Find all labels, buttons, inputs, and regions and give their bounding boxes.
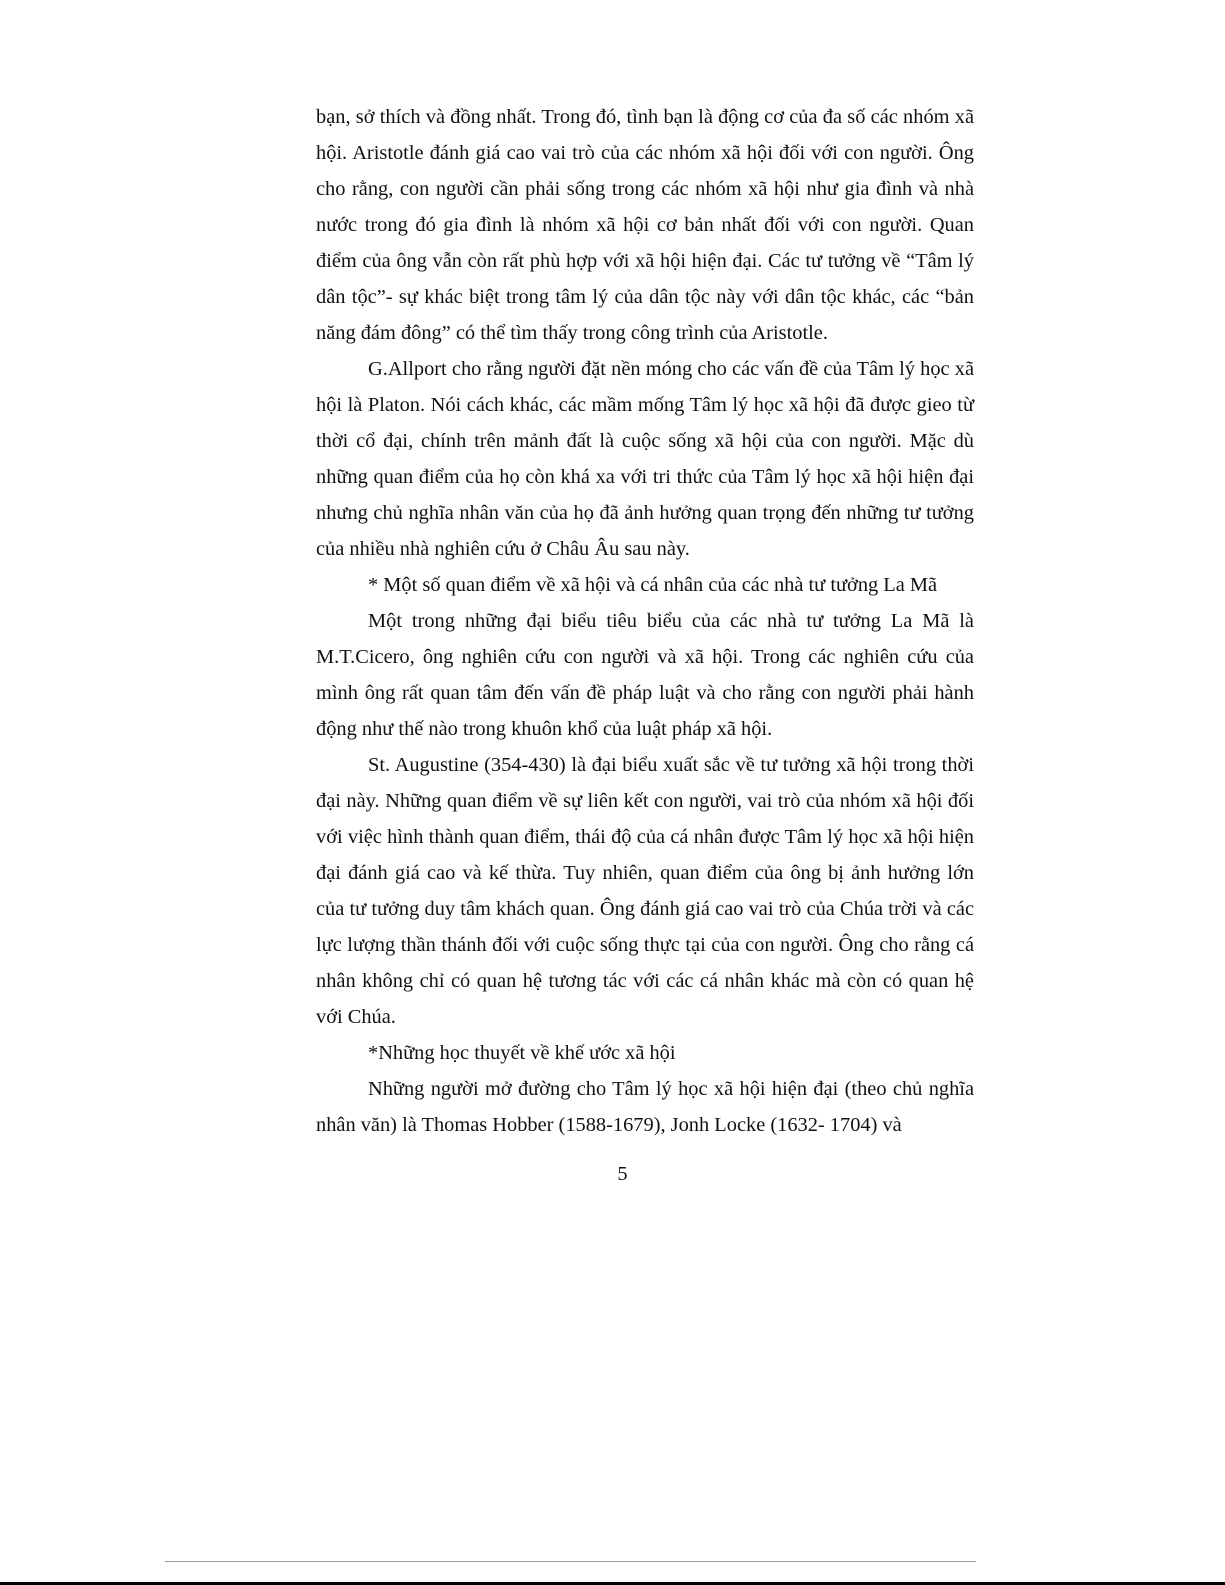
paragraph-cicero: Một trong những đại biểu tiêu biểu của các nhà tư tưởng La Mã là M.T.Cicero, ông nghiên cứu con người và xã hội. Trong các nghiên cứu của mình ông rất quan tâm đến vấn đề pháp luật và cho rằng con người phải hành động như thế nào trong khuôn khổ của luật pháp xã hội. — [316, 610, 974, 740]
section-heading-roman-thinkers: * Một số quan điểm về xã hội và cá nhân của các nhà tư tưởng La Mã — [368, 574, 938, 596]
footer-divider — [165, 1561, 976, 1562]
page-body — [316, 99, 974, 1143]
paragraph-pioneers: Những người mở đường cho Tâm lý học xã hội hiện đại (theo chủ nghĩa nhân văn) là Thomas Hobber (1588-1679), Jonh Locke (1632- 1704) và — [316, 1078, 974, 1136]
section-heading-social-contract: *Những học thuyết về khế ước xã hội — [368, 1042, 676, 1064]
paragraph-2: G.Allport cho rằng người đặt nền móng cho các vấn đề của Tâm lý học xã hội là Platon. Nói cách khác, các mầm mống Tâm lý học xã hội đã được gieo từ thời cổ đại, chính trên mảnh đất là cuộc sống xã hội của con người. Mặc dù những quan điểm của họ còn khá xa với tri thức của Tâm lý học xã hội hiện đại nhưng chủ nghĩa nhân văn của họ đã ảnh hưởng quan trọng đến những tư tưởng của nhiều nhà nghiên cứu ở Châu Âu sau này. — [316, 358, 974, 560]
paragraph-augustine: St. Augustine (354-430) là đại biểu xuất sắc về tư tưởng xã hội trong thời đại này. Những quan điểm về sự liên kết con người, vai trò của nhóm xã hội đối với việc hình thành quan điểm, thái độ của cá nhân được Tâm lý học xã hội hiện đại đánh giá cao và kế thừa. Tuy nhiên, quan điểm của ông bị ảnh hưởng lớn của tư tưởng duy tâm khách quan. Ông đánh giá cao vai trò của Chúa trời và các lực lượng thần thánh đối với cuộc sống thực tại của con người. Ông cho rằng cá nhân không chỉ có quan hệ tương tác với các cá nhân khác mà còn có quan hệ với Chúa. — [316, 754, 974, 1028]
page-number: 5 — [617, 1163, 628, 1185]
paragraph-1: bạn, sở thích và đồng nhất. Trong đó, tình bạn là động cơ của đa số các nhóm xã hội. Aristotle đánh giá cao vai trò của các nhóm xã hội đối với con người. Ông cho rằng, con người cần phải sống trong các nhóm xã hội như gia đình và nhà nước trong đó gia đình là nhóm xã hội cơ bản nhất đối với con người. Quan điểm của ông vẫn còn rất phù hợp với xã hội hiện đại. Các tư tưởng về “Tâm lý dân tộc”- sự khác biệt trong tâm lý của dân tộc này với dân tộc khác, các “bản năng đám đông” có thể tìm thấy trong công trình của Aristotle. — [316, 106, 974, 344]
